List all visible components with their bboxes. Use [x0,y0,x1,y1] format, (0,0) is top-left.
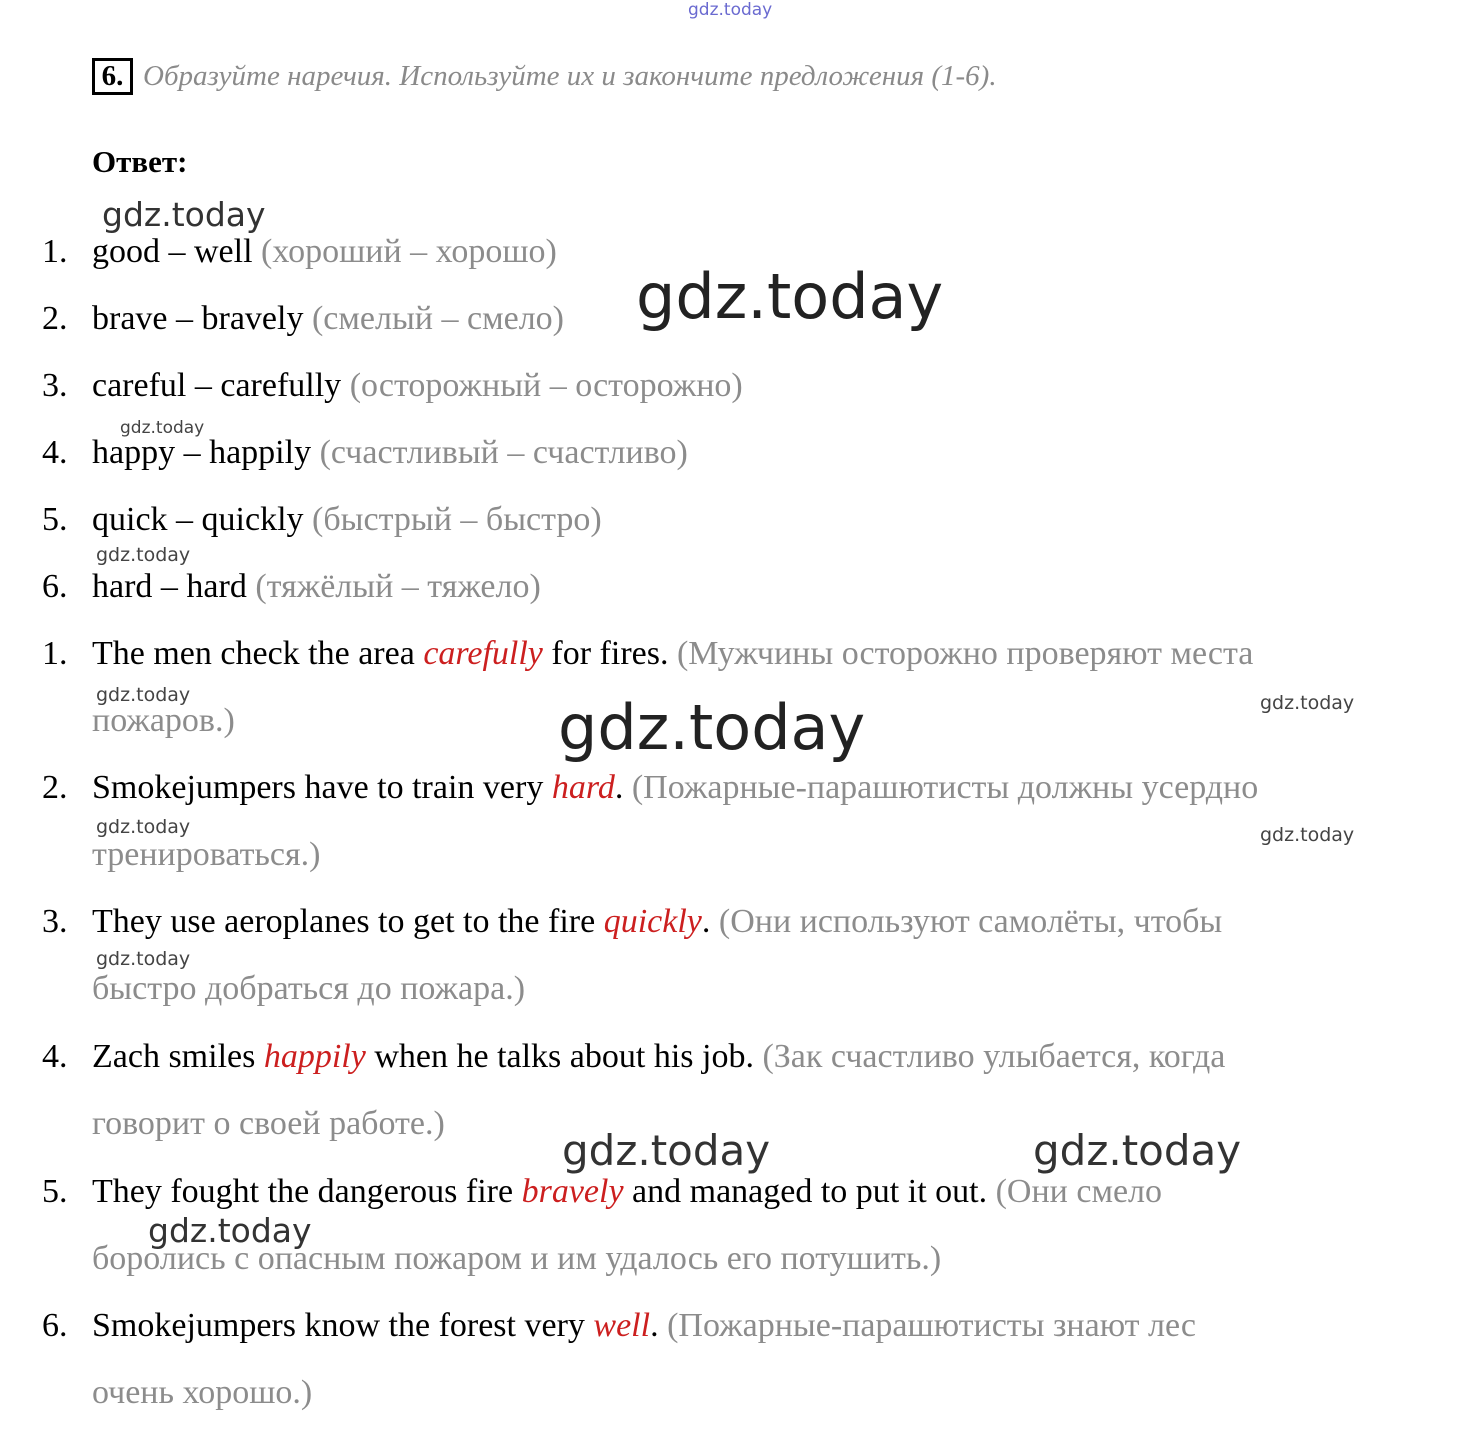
watermark-top: gdz.today [688,0,773,20]
list-number: 4. [42,1038,68,1075]
answer-word: quickly [603,903,702,940]
sentence-translation-cont: тренироваться.) [92,836,321,873]
sentence-text: Smokejumpers know the forest very well. (Пожарные-парашютисты знают лес [92,1307,1197,1344]
word-pair-text: good – well (хороший – хорошо) [92,233,557,270]
list-number: 5. [42,1173,68,1210]
list-number: 6. [42,568,68,605]
watermark: gdz.today [636,260,944,333]
watermark: gdz.today [1260,824,1355,846]
watermark: gdz.today [558,691,866,764]
list-number: 2. [42,300,68,337]
list-number: 6. [42,1307,68,1344]
word-pair-text: brave – bravely (смелый – смело) [92,300,564,337]
sentence-text: They fought the dangerous fire bravely and managed to put it out. (Они смело [92,1173,1163,1210]
list-number: 1. [42,233,68,270]
watermark: gdz.today [96,816,191,838]
sentence-translation-cont: говорит о своей работе.) [92,1105,445,1142]
watermark: gdz.today [102,195,266,234]
task-number: 6. [92,58,133,95]
answer-word: bravely [521,1173,624,1210]
watermark: gdz.today [96,684,191,706]
list-number: 1. [42,635,68,672]
task-instruction: Образуйте наречия. Используйте их и закончите предложения (1-6). [143,60,997,92]
answer-word: well [593,1307,651,1344]
answer-word: hard [551,769,615,806]
watermark: gdz.today [148,1211,312,1250]
sentence-text: They use aeroplanes to get to the fire quickly. (Они используют самолёты, чтобы [92,903,1223,940]
word-pair-text: quick – quickly (быстрый – быстро) [92,501,602,538]
sentence-translation-cont: быстро добраться до пожара.) [92,970,526,1007]
answer-word: happily [263,1038,366,1075]
answer-label: Ответ: [92,144,188,179]
list-number: 2. [42,769,68,806]
list-number: 4. [42,434,68,471]
watermark: gdz.today [562,1126,771,1175]
sentence-text: Smokejumpers have to train very hard. (Пожарные-парашютисты должны усердно [92,769,1259,806]
answer-word: carefully [423,635,543,672]
word-pair-text: careful – carefully (осторожный – осторожно) [92,367,743,404]
list-number: 3. [42,367,68,404]
watermark: gdz.today [1033,1126,1242,1175]
watermark: gdz.today [96,544,191,566]
sentence-text: The men check the area carefully for fires. (Мужчины осторожно проверяют места [92,635,1254,672]
task-header [92,58,997,95]
watermark: gdz.today [96,948,191,970]
sentence-translation-cont: пожаров.) [92,702,235,739]
word-pair-text: hard – hard (тяжёлый – тяжело) [92,568,541,605]
list-number: 3. [42,903,68,940]
sentence-translation-cont: очень хорошо.) [92,1374,313,1411]
watermark: gdz.today [1260,692,1355,714]
watermark: gdz.today [120,418,205,438]
list-number: 5. [42,501,68,538]
sentence-translation-cont: боролись с опасным пожаром и им удалось его потушить.) [92,1240,942,1277]
sentence-text: Zach smiles happily when he talks about his job. (Зак счастливо улыбается, когда [92,1038,1226,1075]
word-pair-text: happy – happily (счастливый – счастливо) [92,434,688,471]
